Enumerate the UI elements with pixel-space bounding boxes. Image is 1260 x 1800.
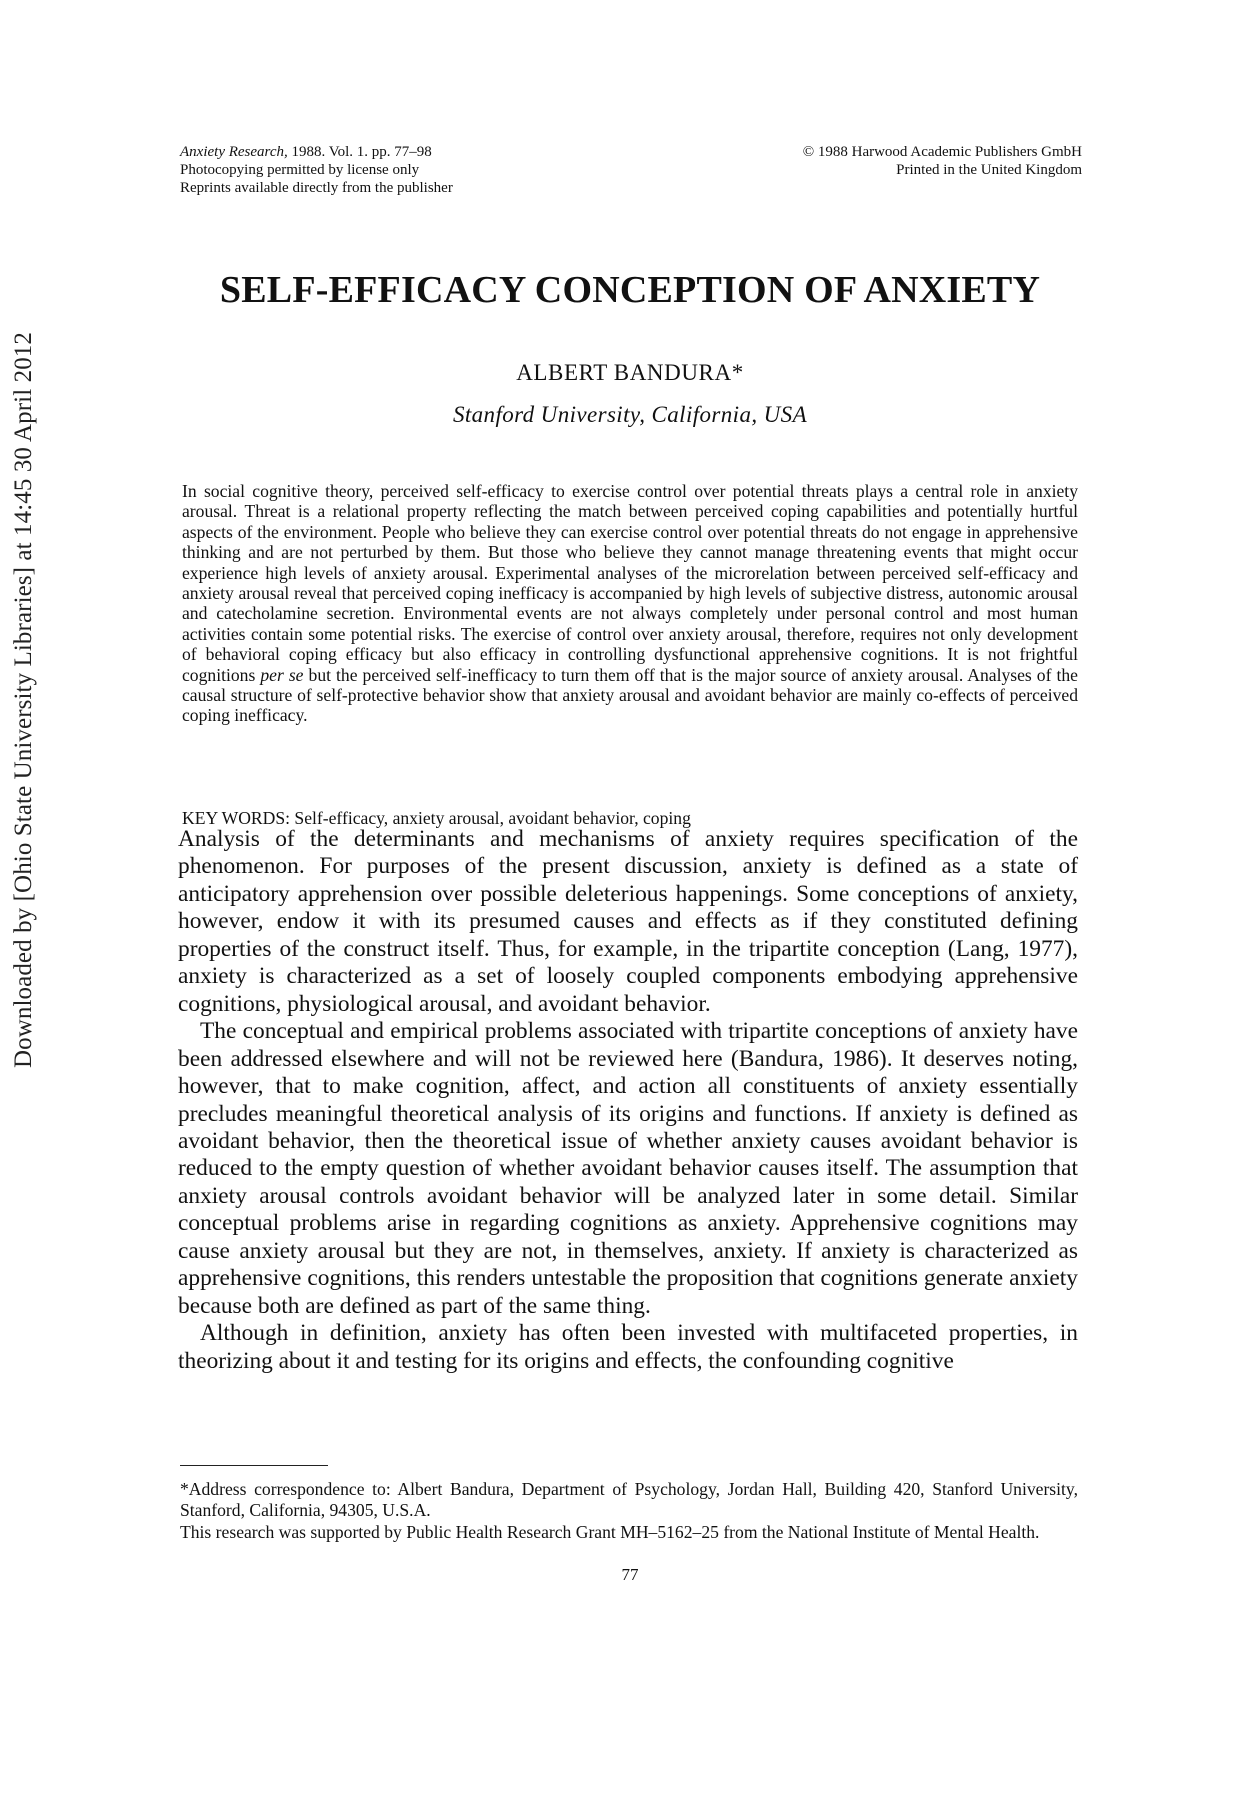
keywords: KEY WORDS: Self-efficacy, anxiety arousal, avoidant behavior, coping bbox=[182, 808, 691, 828]
body-paragraph-3: Although in definition, anxiety has often been invested with multifaceted properties, in theorizing about it and testing for its origins and effects, the confounding cognitive bbox=[178, 1320, 1078, 1374]
download-stamp: Downloaded by [Ohio State University Libraries] at 14:45 30 April 2012 bbox=[10, 331, 37, 1069]
body-text bbox=[178, 826, 1078, 1375]
author-affiliation: Stanford University, California, USA bbox=[452, 402, 808, 427]
journal-citation bbox=[180, 143, 453, 161]
reprints-notice: Reprints available directly from the publisher bbox=[180, 180, 453, 196]
abstract-text-1: In social cognitive theory, perceived self-efficacy to exercise control over potential threats plays a central role in anxiety arousal. Threat is a relational property reflecting the match between perceived coping capabilities and potentially hurtful aspects of the environment. People who believe they can exercise control over potential threats do not engage in apprehensive thinking and are not perturbed by them. But those who believe they cannot manage threatening events that might occur experience high levels of anxiety arousal. Experimental analyses of the microrelation between perceived self-efficacy and anxiety arousal reveal that perceived coping inefficacy is accompanied by high levels of subjective distress, autonomic arousal and catecholamine secretion. Environmental events are not always completely under personal control and most human activities contain some potential risks. The exercise of control over anxiety arousal, therefore, requires not only development of behavioral coping efficacy but also efficacy in controlling dysfunctional apprehensive cognitions. It is not frightful cognitions bbox=[182, 481, 1078, 685]
footnotes bbox=[180, 1479, 1078, 1543]
abstract-emphasis: per se bbox=[260, 664, 304, 685]
publisher-header bbox=[803, 143, 1082, 179]
footnote-support: This research was supported by Public Health Research Grant MH–5162–25 from the National Institute of Mental Health. bbox=[180, 1521, 1040, 1542]
printed-line: Printed in the United Kingdom bbox=[896, 162, 1082, 178]
abstract bbox=[182, 481, 1078, 726]
body-paragraph-2: The conceptual and empirical problems associated with tripartite conceptions of anxiety have been addressed elsewhere and will not be reviewed here (Bandura, 1986). It deserves noting, however, that to make cognition, affect, and action all constituents of anxiety essentially precludes meaningful theoretical analysis of its origins and functions. If anxiety is defined as avoidant behavior, then the theoretical issue of whether anxiety causes avoidant behavior is reduced to the empty question of whether avoidant behavior causes itself. The assumption that anxiety arousal controls avoidant behavior will be analyzed later in some detail. Similar conceptual problems arise in regarding cognitions as anxiety. Apprehensive cognitions may cause anxiety arousal but they are not, in themselves, anxiety. If anxiety is characterized as apprehensive cognitions, this renders untestable the proposition that cognitions generate anxiety because both are defined as part of the same thing. bbox=[178, 1018, 1078, 1319]
page-number: 77 bbox=[621, 1565, 639, 1584]
copyright-line: © 1988 Harwood Academic Publishers GmbH bbox=[802, 144, 1082, 160]
journal-volume: 1988. Vol. 1. pp. 77–98 bbox=[287, 144, 432, 160]
footnote-address: *Address correspondence to: Albert Bandura, Department of Psychology, Jordan Hall, Building 420, Stanford University, Stanford, California, 94305, U.S.A. bbox=[180, 1479, 1078, 1521]
footnote-divider bbox=[180, 1465, 328, 1466]
author-name: ALBERT BANDURA* bbox=[516, 360, 744, 385]
photocopy-notice: Photocopying permitted by license only bbox=[180, 162, 420, 178]
journal-name: Anxiety Research, bbox=[180, 144, 288, 160]
journal-header bbox=[180, 143, 453, 197]
paper-title: SELF-EFFICACY CONCEPTION OF ANXIETY bbox=[219, 269, 1041, 311]
abstract-text-2: but the perceived self-inefficacy to turn them off that is the major source of anxiety arousal. Analyses of the causal structure of self-protective behavior show that anxiety arousal and avoidant behavior are mainly co-effects of perceived coping inefficacy. bbox=[182, 664, 1078, 726]
body-paragraph-1: Analysis of the determinants and mechanisms of anxiety requires specification of the phenomenon. For purposes of the present discussion, anxiety is defined as a state of anticipatory apprehension over possible deleterious happenings. Some conceptions of anxiety, however, endow it with its presumed causes and effects as if they constituted defining properties of the construct itself. Thus, for example, in the tripartite conception (Lang, 1977), anxiety is characterized as a set of loosely coupled components embodying apprehensive cognitions, physiological arousal, and avoidant behavior. bbox=[178, 826, 1078, 1017]
